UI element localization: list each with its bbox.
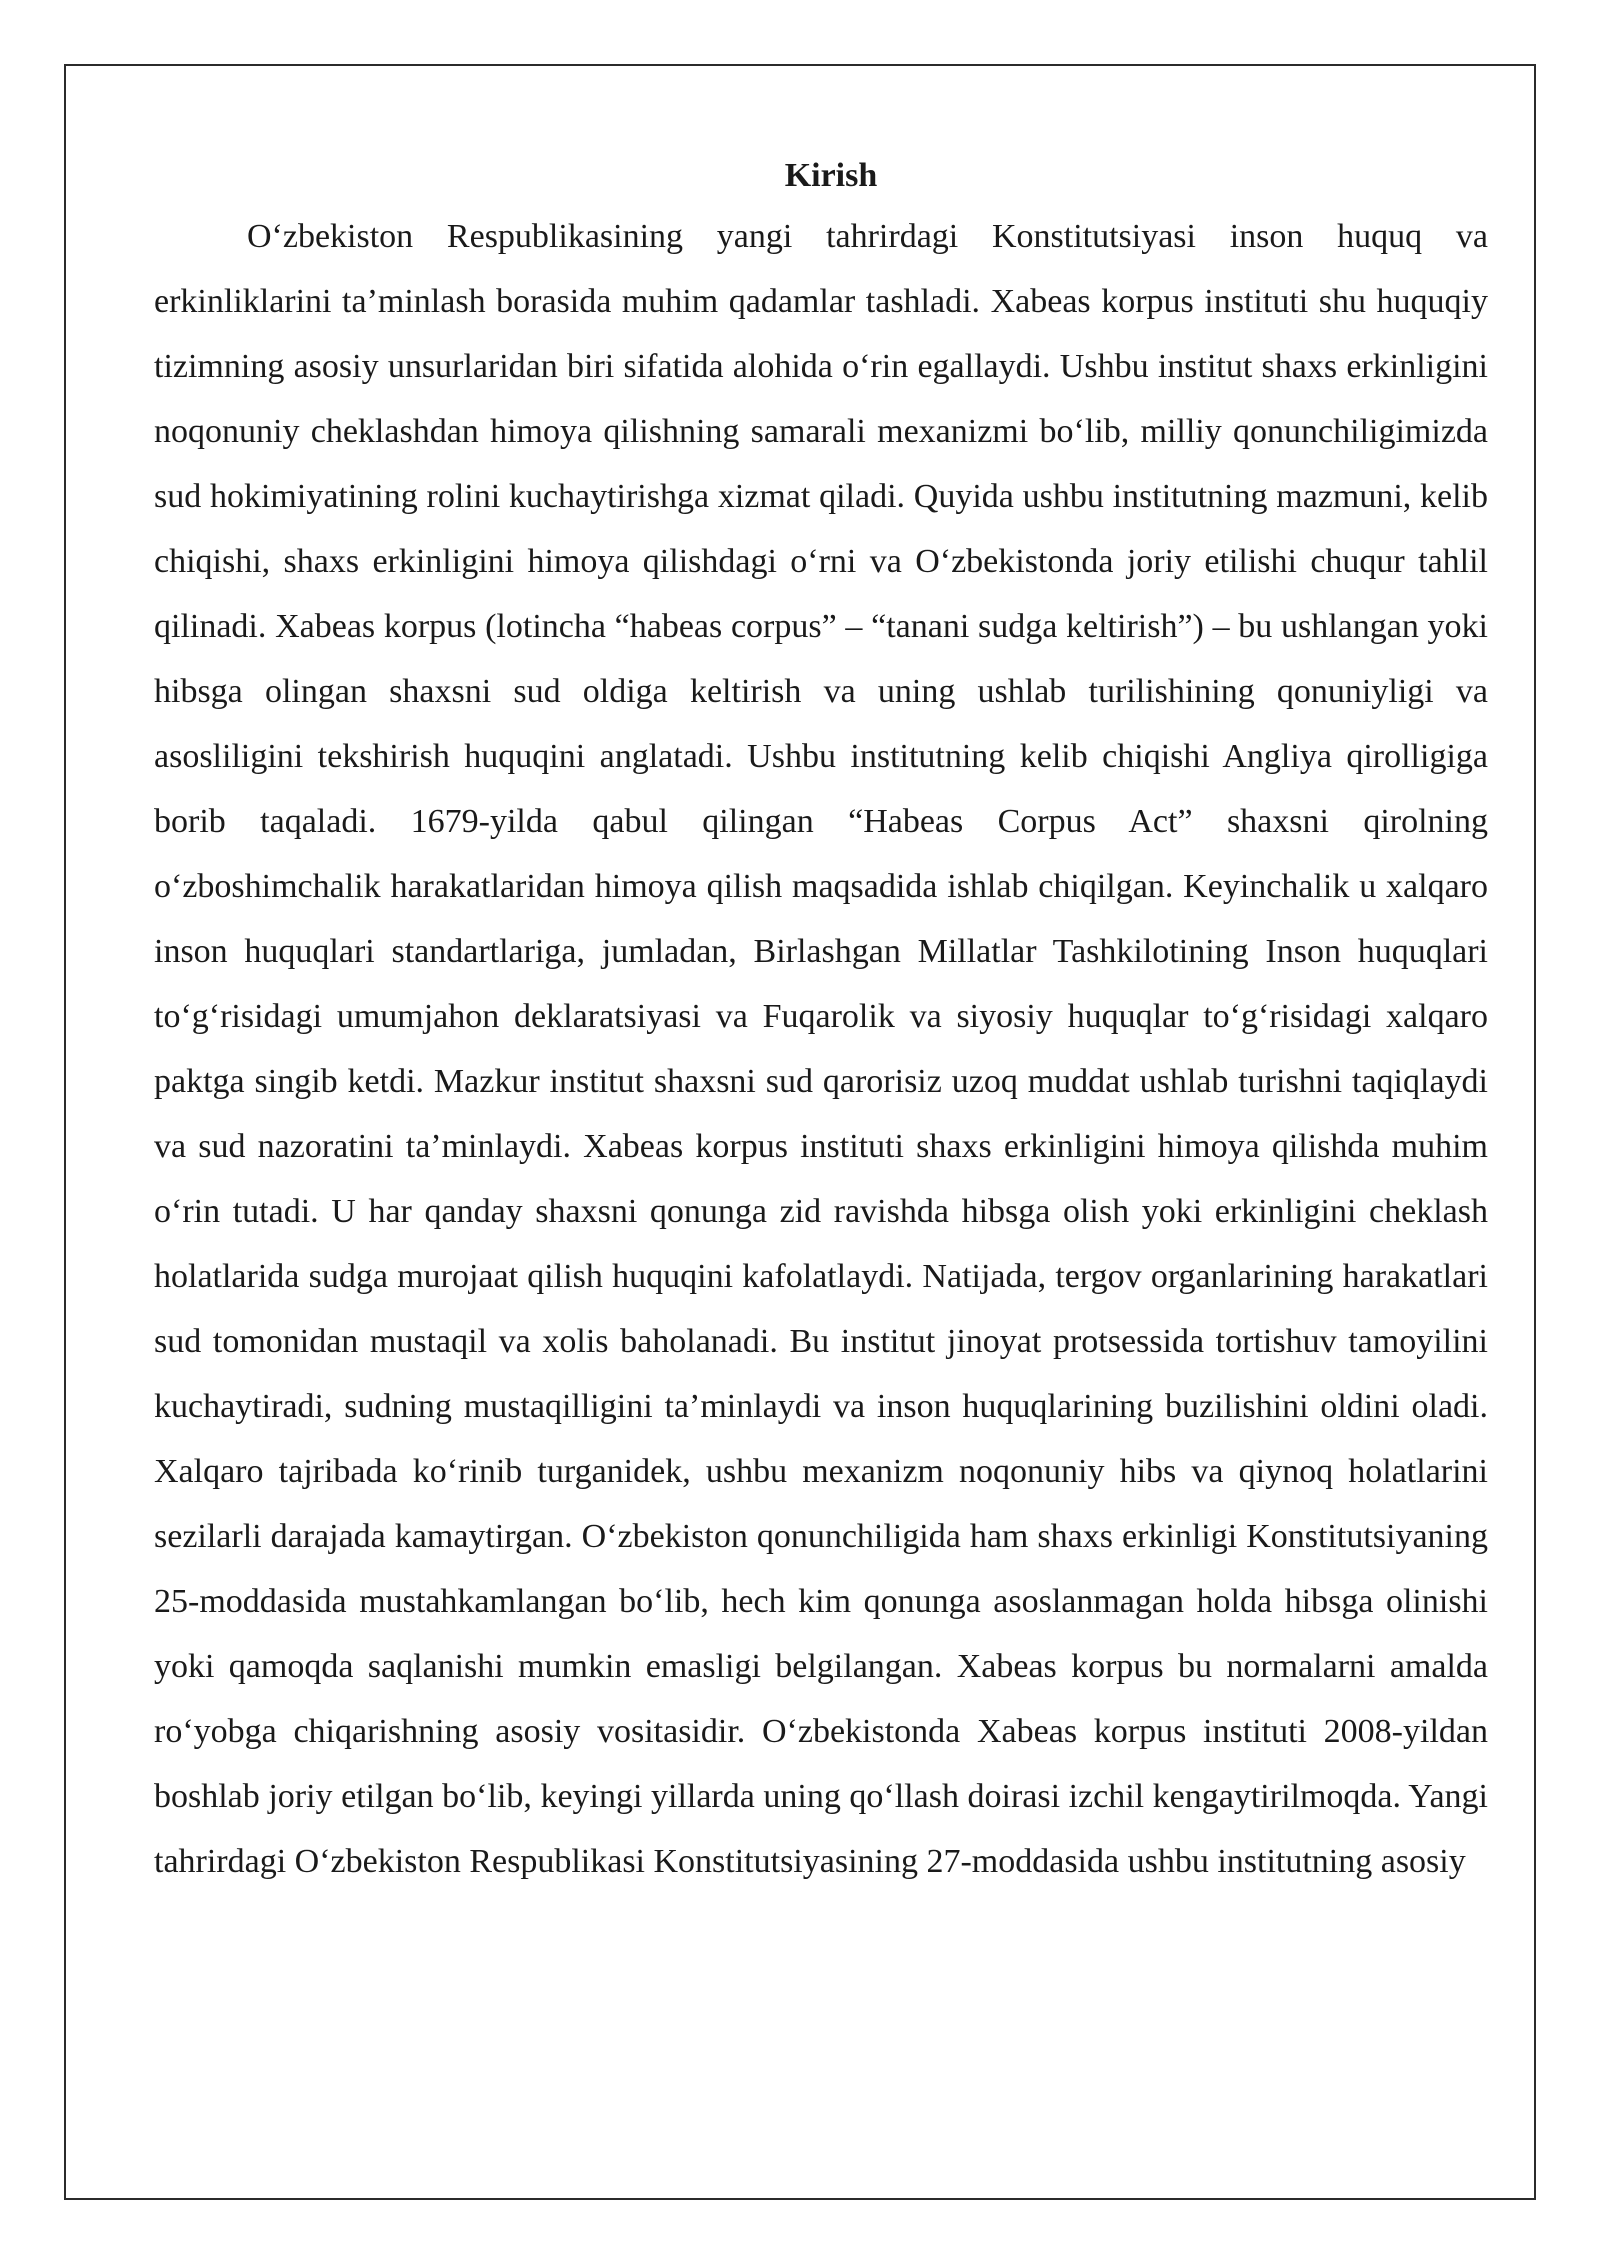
body-paragraph: O‘zbekiston Respublikasining yangi tahrirdagi Konstitutsiyasi inson huquq va erkinliklarini ta’minlash borasida muhim qadamlar tashladi. Xabeas korpus instituti shu huquqiy tizimning asosiy unsurlaridan biri sifatida alohida o‘rin egallaydi. Ushbu institut shaxs erkinligini noqonuniy cheklashdan himoya qilishning samarali mexanizmi bo‘lib, milliy qonunchiligimizda sud hokimiyatining rolini kuchaytirishga xizmat qiladi. Quyida ushbu institutning mazmuni, kelib chiqishi, shaxs erkinligini himoya qilishdagi o‘rni va O‘zbekistonda joriy etilishi chuqur tahlil qilinadi. Xabeas korpus (lotincha “habeas corpus” – “tanani sudga keltirish”) – bu ushlangan yoki hibsga olingan shaxsni sud oldiga keltirish va uning ushlab turilishining qonuniyligi va asosliligini tekshirish huquqini anglatadi. Ushbu institutning kelib chiqishi Angliya qirolligiga borib taqaladi. 1679-yilda qabul qilingan “Habeas Corpus Act” shaxsni qirolning o‘zboshimchalik harakatlaridan himoya qilish maqsadida ishlab chiqilgan. Keyinchalik u xalqaro inson huquqlari standartlariga, jumladan, Birlashgan Millatlar Tashkilotining Inson huquqlari to‘g‘risidagi umumjahon deklaratsiyasi va Fuqarolik va siyosiy huquqlar to‘g‘risidagi xalqaro paktga singib ketdi. Mazkur institut shaxsni sud qarorisiz uzoq muddat ushlab turishni taqiqlaydi va sud nazoratini ta’minlaydi. Xabeas korpus instituti shaxs erkinligini himoya qilishda muhim o‘rin tutadi. U har qanday shaxsni qonunga zid ravishda hibsga olish yoki erkinligini cheklash holatlarida sudga murojaat qilish huquqini kafolatlaydi. Natijada, tergov organlarining harakatlari sud tomonidan mustaqil va xolis baholanadi. Bu institut jinoyat protsessida tortishuv tamoyilini kuchaytiradi, sudning mustaqilligini ta’minlaydi va inson huquqlarining buzilishini oldini oladi. Xalqaro tajribada ko‘rinib turganidek, ushbu mexanizm noqonuniy hibs va qiynoq holatlarini sezilarli darajada kamaytirgan. O‘zbekiston qonunchiligida ham shaxs erkinligi Konstitutsiyaning 25-moddasida mustahkamlangan bo‘lib, hech kim qonunga asoslanmagan holda hibsga olinishi yoki qamoqda saqlanishi mumkin emasligi belgilangan. Xabeas korpus bu normalarni amalda ro‘yobga chiqarishning asosiy vositasidir. O‘zbekistonda Xabeas korpus instituti 2008-yildan boshlab joriy etilgan bo‘lib, keyingi yillarda uning qo‘llash doirasi izchil kengaytirilmoqda. Yangi tahrirdagi O‘zbekiston Respublikasi Konstitutsiyasining 27-moddasida ushbu institutning asosiy [154,218,1488,1880]
document-title: Kirish [784,157,878,194]
document-body [154,148,1488,1894]
